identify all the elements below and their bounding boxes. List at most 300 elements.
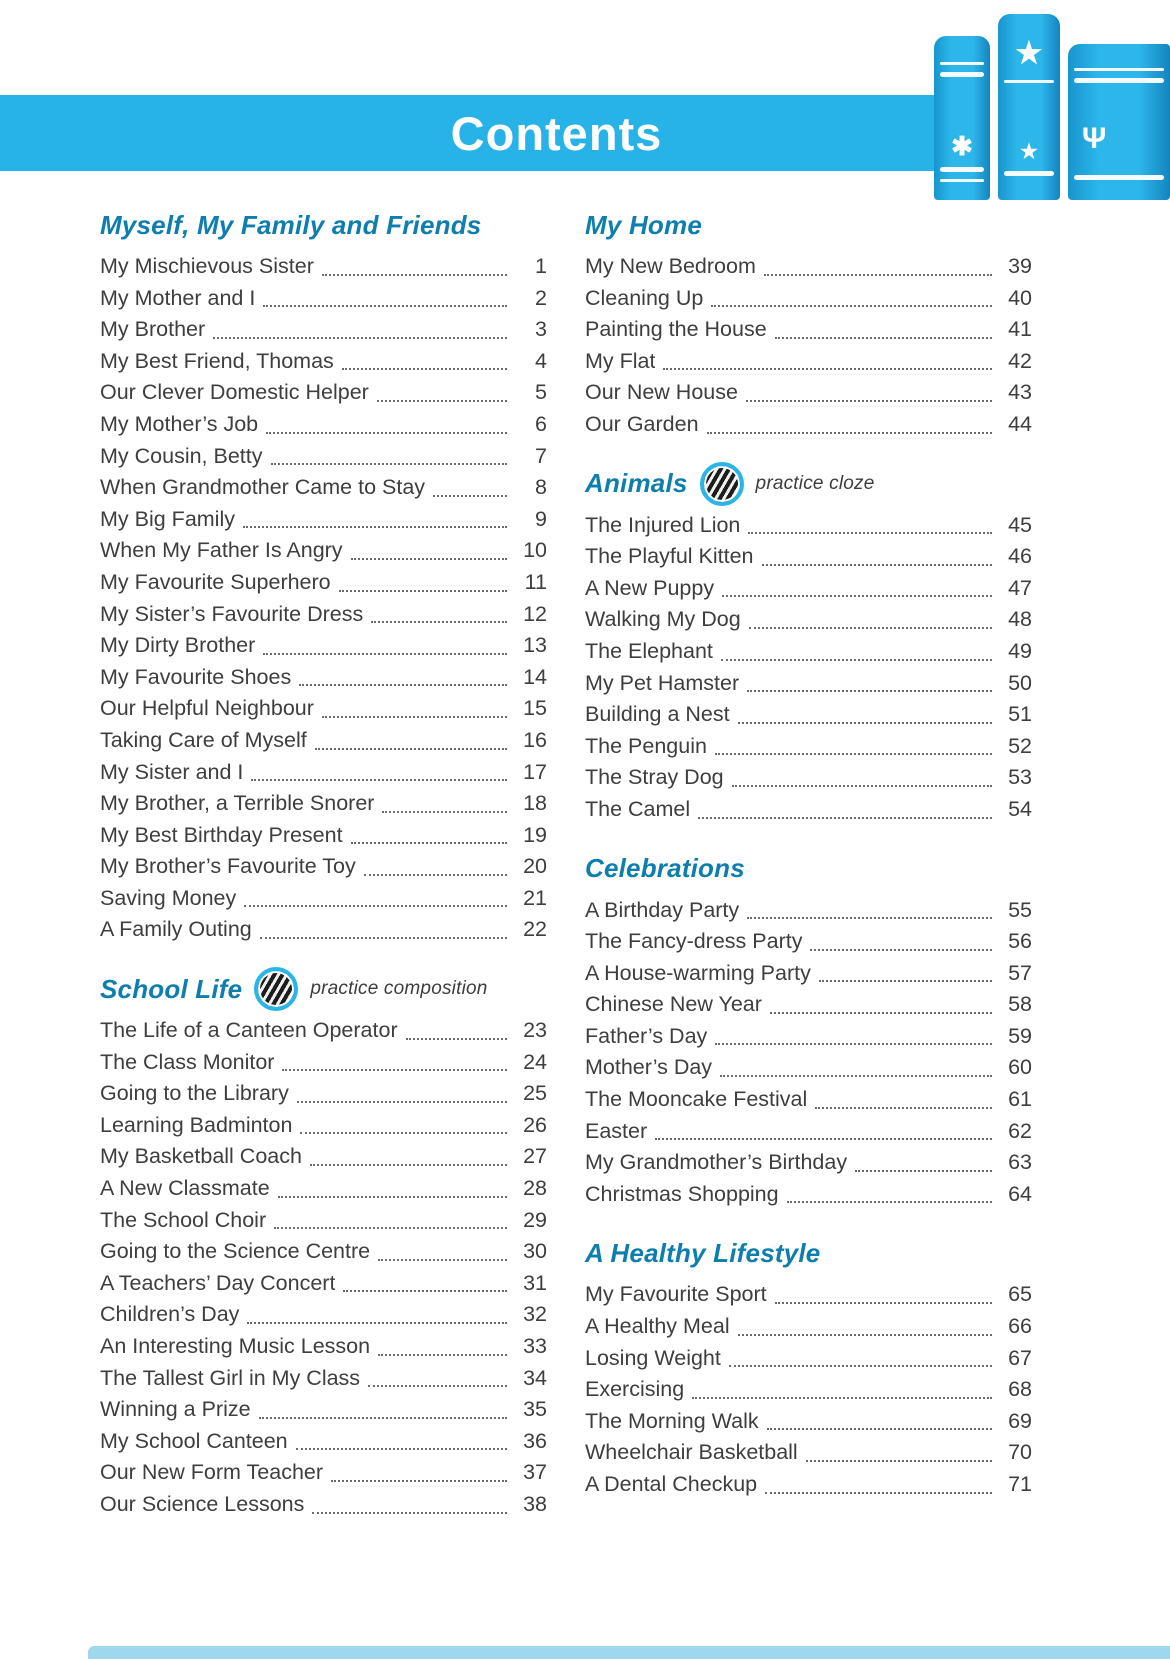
dotted-leader	[351, 842, 507, 844]
toc-entry-title: Christmas Shopping	[585, 1181, 779, 1206]
toc-entry	[100, 251, 547, 283]
dotted-leader	[378, 1259, 507, 1261]
dotted-leader	[322, 274, 507, 276]
dotted-leader	[711, 305, 992, 307]
toc-entry-page: 16	[523, 727, 547, 752]
toc-entry-title: The Class Monitor	[100, 1049, 275, 1074]
dotted-leader	[433, 495, 507, 497]
toc-entry	[585, 1279, 1032, 1311]
dotted-leader	[339, 590, 507, 592]
dotted-leader	[748, 532, 992, 534]
toc-entry-title: My Brother’s Favourite Toy	[100, 854, 356, 879]
toc-entry-title: The Fancy-dress Party	[585, 929, 803, 954]
toc-entry-title: The Playful Kitten	[585, 544, 754, 569]
dotted-leader	[282, 1069, 507, 1071]
toc-entry	[585, 926, 1032, 958]
toc-entry	[585, 1343, 1032, 1375]
dotted-leader	[368, 1385, 507, 1387]
toc-entry	[585, 314, 1032, 346]
toc-entry	[585, 989, 1032, 1021]
toc-entry-title: My Dirty Brother	[100, 633, 256, 658]
toc-entry-title: A New Classmate	[100, 1176, 270, 1201]
toc-entry-title: Saving Money	[100, 885, 237, 910]
dotted-leader	[382, 811, 507, 813]
dotted-leader	[343, 1290, 507, 1292]
dotted-leader	[738, 722, 992, 724]
toc-entry-title: Children’s Day	[100, 1302, 240, 1327]
toc-entry-title: When Grandmother Came to Stay	[100, 475, 426, 500]
toc-entry-page: 40	[1008, 285, 1032, 310]
toc-entry-page: 62	[1008, 1118, 1032, 1143]
toc-entry-page: 57	[1008, 960, 1032, 985]
toc-entry-page: 39	[1008, 254, 1032, 278]
section-title-text: A Healthy Lifestyle	[585, 1237, 821, 1268]
toc-entry	[585, 1084, 1032, 1116]
toc-entry-title: My Best Birthday Present	[100, 822, 343, 847]
dotted-leader	[377, 400, 507, 402]
toc-entry	[100, 1110, 547, 1142]
dotted-leader	[765, 1492, 992, 1494]
dotted-leader	[747, 690, 992, 692]
toc-entry	[100, 1205, 547, 1237]
toc-entry-page: 22	[523, 917, 547, 942]
toc-entry	[585, 1052, 1032, 1084]
toc-entry-title: A Dental Checkup	[585, 1472, 758, 1496]
dotted-leader	[655, 1138, 992, 1140]
section-heading	[100, 208, 547, 242]
dotted-leader	[364, 874, 507, 876]
toc-content	[100, 208, 1032, 1521]
toc-entry-page: 19	[523, 822, 547, 847]
toc-entry-title: My Sister and I	[100, 759, 244, 784]
toc-entry	[100, 441, 547, 473]
toc-entry-page: 3	[535, 317, 547, 342]
dotted-leader	[749, 627, 992, 629]
dotted-leader	[315, 748, 507, 750]
toc-entry-page: 45	[1008, 512, 1032, 537]
toc-entry	[100, 409, 547, 441]
toc-entry-title: Father’s Day	[585, 1023, 708, 1048]
toc-entry	[100, 1141, 547, 1173]
toc-entry-page: 9	[535, 506, 547, 531]
toc-entry	[585, 1406, 1032, 1438]
toc-entry-page: 23	[523, 1018, 547, 1043]
toc-entry	[585, 1469, 1032, 1501]
toc-entry	[100, 1015, 547, 1047]
toc-entry-page: 69	[1008, 1408, 1032, 1433]
toc-entry	[100, 346, 547, 378]
toc-entry-page: 37	[523, 1460, 547, 1485]
toc-entry-title: Our Garden	[585, 411, 699, 436]
dotted-leader	[747, 917, 992, 919]
toc-entry-title: My Basketball Coach	[100, 1144, 302, 1169]
toc-entry	[100, 820, 547, 852]
toc-entry-page: 43	[1008, 380, 1032, 405]
section-title-text: Animals	[585, 468, 688, 499]
toc-entry-page: 58	[1008, 992, 1032, 1017]
toc-entry-page: 26	[523, 1112, 547, 1137]
toc-entry-page: 10	[523, 538, 547, 563]
toc-entry-page: 31	[523, 1270, 547, 1295]
toc-entry-title: My Favourite Superhero	[100, 569, 331, 594]
book-band	[1004, 171, 1054, 176]
dotted-leader	[721, 659, 992, 661]
toc-entry	[100, 788, 547, 820]
toc-entry-title: When My Father Is Angry	[100, 538, 343, 563]
book-band	[1074, 78, 1164, 83]
book-band	[1074, 68, 1164, 71]
toc-entry-title: My Best Friend, Thomas	[100, 348, 334, 373]
dotted-leader	[663, 368, 992, 370]
dotted-leader	[787, 1201, 992, 1203]
toc-entry-title: My Sister’s Favourite Dress	[100, 601, 364, 626]
toc-entry	[100, 757, 547, 789]
toc-entry	[100, 377, 547, 409]
toc-entry	[585, 604, 1032, 636]
toc-entry-title: The Camel	[585, 796, 691, 821]
toc-entry-title: My Brother	[100, 317, 206, 342]
section-title-text: Celebrations	[585, 853, 745, 883]
dotted-leader	[806, 1460, 992, 1462]
dotted-leader	[406, 1038, 507, 1040]
dotted-leader	[247, 1322, 507, 1324]
book-band	[1004, 80, 1054, 83]
toc-entry-page: 36	[523, 1428, 547, 1453]
toc-entry-page: 27	[523, 1144, 547, 1169]
toc-entry-page: 6	[535, 411, 547, 436]
star-icon: ★	[1015, 37, 1043, 70]
toc-entry	[100, 883, 547, 915]
dotted-leader	[251, 779, 507, 781]
practice-notebook-icon	[700, 462, 744, 506]
toc-entry-page: 50	[1008, 670, 1032, 695]
dotted-leader	[296, 1448, 507, 1450]
toc-entry	[100, 1331, 547, 1363]
toc-entry-page: 24	[523, 1049, 547, 1074]
toc-entry	[585, 1021, 1032, 1053]
dotted-leader	[342, 368, 507, 370]
dotted-leader	[213, 337, 507, 339]
toc-entry-title: My Favourite Shoes	[100, 664, 292, 689]
toc-entry-page: 5	[535, 380, 547, 405]
toc-entry-page: 17	[523, 759, 547, 784]
toc-entry-page: 8	[535, 475, 547, 500]
toc-entry-page: 42	[1008, 348, 1032, 373]
toc-entry-title: My Grandmother’s Birthday	[585, 1150, 848, 1175]
toc-column-right	[585, 208, 1032, 1521]
toc-entry-page: 65	[1008, 1282, 1032, 1307]
toc-entry	[100, 283, 547, 315]
toc-entry-page: 33	[523, 1334, 547, 1358]
dotted-leader	[819, 980, 992, 982]
toc-entry-title: My Big Family	[100, 506, 235, 531]
toc-entry-title: Winning a Prize	[100, 1397, 251, 1422]
toc-entry-title: My Pet Hamster	[585, 670, 740, 695]
dotted-leader	[764, 274, 992, 276]
dotted-leader	[767, 1428, 992, 1430]
dotted-leader	[297, 1101, 507, 1103]
toc-entry	[100, 1299, 547, 1331]
toc-entry-page: 67	[1008, 1345, 1032, 1370]
toc-entry-page: 56	[1008, 929, 1032, 954]
toc-entry-title: Our Helpful Neighbour	[100, 696, 314, 721]
toc-entry	[585, 636, 1032, 668]
toc-entry-title: My Mother’s Job	[100, 411, 259, 436]
toc-entry-page: 4	[535, 348, 547, 373]
toc-entry	[585, 1116, 1032, 1148]
toc-entry-title: My Mother and I	[100, 285, 256, 310]
toc-entry-title: Exercising	[585, 1377, 685, 1402]
toc-entry-title: Walking My Dog	[585, 607, 741, 632]
toc-entry-title: Building a Nest	[585, 702, 730, 727]
dotted-leader	[855, 1170, 992, 1172]
star-icon: ★	[1020, 141, 1038, 163]
toc-entry-title: A Family Outing	[100, 917, 252, 942]
section-title-text: Myself, My Family and Friends	[100, 209, 482, 240]
toc-entry	[100, 851, 547, 883]
toc-entry-title: Learning Badminton	[100, 1112, 293, 1137]
toc-entry-page: 12	[523, 601, 547, 626]
toc-entry	[100, 567, 547, 599]
toc-entry-title: The Mooncake Festival	[585, 1087, 808, 1112]
dotted-leader	[331, 1480, 507, 1482]
toc-entry-page: 55	[1008, 897, 1032, 922]
dotted-leader	[722, 595, 992, 597]
contents-banner	[0, 95, 943, 171]
toc-entry-page: 13	[523, 633, 547, 658]
toc-entry-title: Wheelchair Basketball	[585, 1440, 798, 1465]
toc-entry-title: A Healthy Meal	[585, 1314, 730, 1339]
dotted-leader	[263, 653, 507, 655]
toc-entry-title: Our Science Lessons	[100, 1491, 305, 1516]
dotted-leader	[278, 1196, 507, 1198]
toc-entry-page: 63	[1008, 1150, 1032, 1175]
toc-entry	[100, 1363, 547, 1395]
toc-entry-page: 21	[523, 885, 547, 910]
toc-entry-page: 35	[523, 1397, 547, 1422]
dotted-leader	[259, 1417, 507, 1419]
toc-entry-page: 66	[1008, 1314, 1032, 1339]
dotted-leader	[300, 1132, 507, 1134]
toc-entry-title: Our Clever Domestic Helper	[100, 380, 369, 405]
dotted-leader	[263, 305, 507, 307]
section-title-text: School Life	[100, 973, 243, 1004]
toc-entry-title: The School Choir	[100, 1207, 267, 1232]
toc-entry-title: My Cousin, Betty	[100, 443, 263, 468]
toc-entry	[100, 725, 547, 757]
toc-entry-page: 41	[1008, 317, 1032, 342]
toc-entry-page: 53	[1008, 765, 1032, 790]
section-heading	[100, 972, 547, 1006]
toc-entry-page: 14	[523, 664, 547, 689]
toc-entry-title: The Elephant	[585, 638, 713, 663]
toc-entry-title: Easter	[585, 1118, 648, 1143]
toc-entry	[100, 1489, 547, 1521]
toc-entry-title: The Life of a Canteen Operator	[100, 1018, 398, 1043]
toc-entry	[100, 630, 547, 662]
toc-entry-title: A Birthday Party	[585, 897, 740, 922]
toc-entry-page: 15	[523, 696, 547, 721]
dotted-leader	[738, 1334, 992, 1336]
toc-entry-title: Our New Form Teacher	[100, 1460, 324, 1485]
section-heading	[585, 852, 1032, 886]
toc-entry	[100, 1047, 547, 1079]
toc-entry-title: My Favourite Sport	[585, 1282, 767, 1307]
section-heading	[585, 467, 1032, 501]
toc-column-left	[100, 208, 547, 1521]
toc-entry-title: My School Canteen	[100, 1428, 288, 1453]
toc-entry-page: 1	[535, 254, 547, 278]
toc-entry	[100, 1236, 547, 1268]
toc-entry	[100, 599, 547, 631]
toc-entry-page: 49	[1008, 638, 1032, 663]
dotted-leader	[815, 1107, 992, 1109]
dotted-leader	[299, 684, 507, 686]
dotted-leader	[260, 937, 507, 939]
toc-entry	[100, 693, 547, 725]
toc-entry-title: My New Bedroom	[585, 254, 756, 278]
toc-entry-page: 59	[1008, 1023, 1032, 1048]
toc-entry-title: My Mischievous Sister	[100, 254, 314, 278]
toc-entry	[100, 535, 547, 567]
toc-entry-page: 68	[1008, 1377, 1032, 1402]
section-heading	[585, 1236, 1032, 1270]
dotted-leader	[720, 1075, 992, 1077]
toc-entry-page: 46	[1008, 544, 1032, 569]
toc-entry	[585, 283, 1032, 315]
dotted-leader	[274, 1227, 507, 1229]
practice-notebook-icon	[254, 967, 298, 1011]
toc-entry-title: Chinese New Year	[585, 992, 762, 1017]
toc-entry-page: 18	[523, 791, 547, 816]
toc-entry	[585, 346, 1032, 378]
book-band	[940, 62, 984, 65]
section-heading	[585, 208, 1032, 242]
toc-entry-title: My Flat	[585, 348, 656, 373]
toc-entry-title: The Tallest Girl in My Class	[100, 1365, 361, 1390]
toc-entry	[100, 504, 547, 536]
toc-entry-page: 7	[535, 443, 547, 468]
toc-entry	[100, 914, 547, 946]
toc-entry-page: 2	[535, 285, 547, 310]
toc-entry-title: Our New House	[585, 380, 738, 405]
snowflake-icon: ✱	[951, 131, 973, 161]
toc-entry-title: A House-warming Party	[585, 960, 811, 985]
toc-entry	[585, 668, 1032, 700]
dotted-leader	[746, 400, 992, 402]
section-title-text: My Home	[585, 209, 702, 240]
toc-entry-title: Taking Care of Myself	[100, 727, 307, 752]
dotted-leader	[762, 564, 992, 566]
book-decoration	[998, 14, 1060, 200]
dotted-leader	[732, 785, 992, 787]
toc-entry-title: A New Puppy	[585, 575, 715, 600]
toc-entry	[585, 1147, 1032, 1179]
toc-entry-title: Mother’s Day	[585, 1055, 713, 1080]
toc-entry-page: 61	[1008, 1087, 1032, 1112]
toc-entry	[100, 314, 547, 346]
toc-entry	[100, 1173, 547, 1205]
toc-entry	[585, 699, 1032, 731]
toc-entry-title: Cleaning Up	[585, 285, 704, 310]
book-decoration	[934, 36, 990, 200]
toc-entry	[100, 662, 547, 694]
toc-entry	[585, 541, 1032, 573]
toc-entry	[100, 1457, 547, 1489]
books-illustration	[932, 8, 1170, 200]
toc-entry-page: 64	[1008, 1181, 1032, 1206]
toc-entry	[585, 573, 1032, 605]
dotted-leader	[371, 621, 507, 623]
toc-entry-page: 54	[1008, 796, 1032, 821]
toc-entry	[100, 1078, 547, 1110]
dotted-leader	[707, 432, 992, 434]
dotted-leader	[310, 1164, 507, 1166]
toc-entry-page: 29	[523, 1207, 547, 1232]
toc-entry-page: 48	[1008, 607, 1032, 632]
toc-entry	[585, 731, 1032, 763]
toc-entry-page: 52	[1008, 733, 1032, 758]
dotted-leader	[351, 558, 507, 560]
toc-entry	[585, 958, 1032, 990]
dotted-leader	[770, 1012, 992, 1014]
toc-entry	[585, 1374, 1032, 1406]
dotted-leader	[378, 1354, 507, 1356]
dotted-leader	[692, 1397, 992, 1399]
book-decoration	[1068, 44, 1170, 200]
dotted-leader	[271, 463, 508, 465]
toc-entry-page: 71	[1008, 1472, 1032, 1496]
psi-icon: Ψ	[1082, 122, 1107, 155]
toc-entry-page: 47	[1008, 575, 1032, 600]
dotted-leader	[698, 817, 992, 819]
toc-entry-title: The Injured Lion	[585, 512, 741, 537]
toc-entry-title: An Interesting Music Lesson	[100, 1334, 371, 1358]
dotted-leader	[312, 1512, 507, 1514]
toc-entry	[100, 1268, 547, 1300]
toc-entry-page: 34	[523, 1365, 547, 1390]
toc-entry-title: A Teachers’ Day Concert	[100, 1270, 336, 1295]
toc-entry-title: Losing Weight	[585, 1345, 721, 1370]
toc-entry-title: Painting the House	[585, 317, 767, 342]
toc-entry-title: Going to the Library	[100, 1081, 289, 1106]
practice-type-label: practice composition	[310, 978, 488, 1000]
toc-entry-page: 44	[1008, 411, 1032, 436]
dotted-leader	[810, 949, 992, 951]
toc-entry	[585, 251, 1032, 283]
dotted-leader	[266, 432, 507, 434]
toc-entry-title: Going to the Science Centre	[100, 1239, 371, 1264]
toc-entry	[585, 409, 1032, 441]
toc-entry-page: 32	[523, 1302, 547, 1327]
book-band	[940, 167, 984, 172]
dotted-leader	[243, 526, 507, 528]
toc-entry-page: 38	[523, 1491, 547, 1516]
footer-strip	[88, 1646, 1170, 1659]
toc-entry-page: 30	[523, 1239, 547, 1264]
dotted-leader	[244, 905, 507, 907]
book-band	[1074, 175, 1164, 180]
dotted-leader	[775, 1302, 992, 1304]
toc-entry	[585, 1311, 1032, 1343]
dotted-leader	[729, 1365, 992, 1367]
book-band	[940, 72, 984, 77]
toc-entry	[585, 1437, 1032, 1469]
toc-entry-page: 20	[523, 854, 547, 879]
book-band	[940, 179, 984, 182]
dotted-leader	[715, 1043, 992, 1045]
toc-entry	[585, 377, 1032, 409]
